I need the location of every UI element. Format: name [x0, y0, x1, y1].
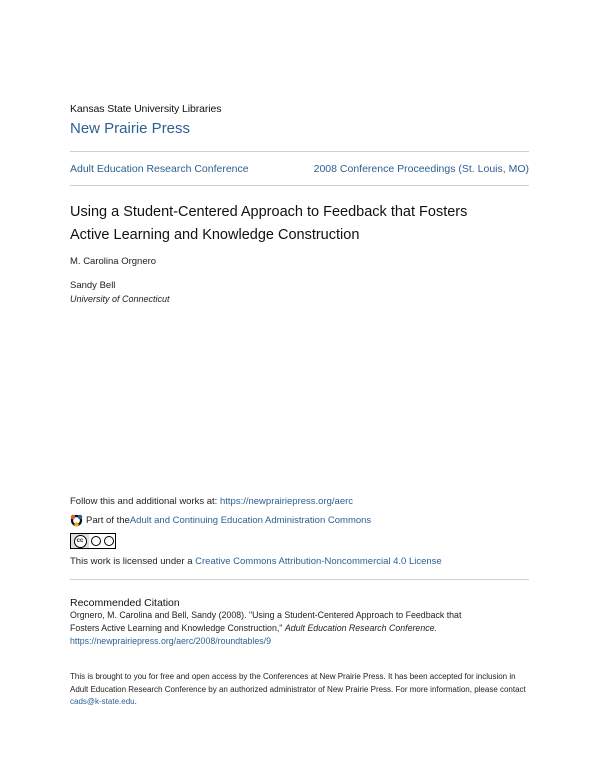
citation-line1: Orgnero, M. Carolina and Bell, Sandy (2008). "Using a Student-Centered Approach to Feedback that	[70, 610, 462, 620]
divider-citation	[70, 579, 529, 580]
paper-title	[70, 201, 530, 247]
divider-bottom	[70, 185, 529, 186]
citation-line2	[70, 622, 532, 635]
part-prefix: Part of the	[86, 515, 130, 526]
author-affiliation: University of Connecticut	[70, 294, 170, 304]
citation-text	[70, 609, 532, 647]
divider-top	[70, 151, 529, 152]
noncommercial-icon	[104, 536, 114, 546]
contact-email[interactable]: cads@k-state.edu	[70, 697, 135, 706]
institution-name: Kansas State University Libraries	[70, 103, 222, 115]
follow-link[interactable]: https://newprairiepress.org/aerc	[219, 496, 354, 507]
cc-icon: cc	[74, 535, 87, 548]
citation-venue: Adult Education Research Conference.	[284, 622, 437, 633]
citation-title-end: Fosters Active Learning and Knowledge Construction,"	[70, 622, 285, 633]
network-icon	[70, 514, 83, 527]
attribution-icon	[91, 536, 101, 546]
access-notice-text: This is brought to you for free and open access by the Conferences at New Prairie Press. It has been accepted for inclusion in Adult Education Research Conference by an authorized administrator of New Prairie Press. For more information, please contact	[70, 672, 526, 694]
press-name[interactable]: New Prairie Press	[70, 120, 191, 137]
citation-heading: Recommended Citation	[70, 597, 180, 609]
author-orgnero: M. Carolina Orgnero	[70, 256, 157, 267]
paper-title-line1: Using a Student-Centered Approach to Feedback that Fosters	[70, 204, 468, 220]
author-bell: Sandy Bell	[70, 280, 116, 291]
license-line	[70, 556, 442, 567]
creative-commons-badge[interactable]	[70, 533, 116, 549]
license-prefix: This work is licensed under a	[70, 556, 196, 567]
citation-url[interactable]: https://newprairiepress.org/aerc/2008/roundtables/9	[70, 635, 271, 646]
license-link[interactable]: Creative Commons Attribution-Noncommercial 4.0 License	[195, 556, 442, 567]
paper-title-line2: Active Learning and Knowledge Construction	[70, 227, 360, 243]
breadcrumb-conference[interactable]: Adult Education Research Conference	[70, 163, 249, 175]
follow-prefix: Follow this and additional works at:	[70, 496, 220, 507]
commons-link[interactable]: Adult and Continuing Education Administration Commons	[129, 515, 372, 526]
breadcrumb-proceedings[interactable]: 2008 Conference Proceedings (St. Louis, MO)	[313, 163, 529, 175]
follow-line	[70, 496, 353, 507]
part-of-line	[70, 514, 371, 527]
access-notice-end: .	[134, 697, 137, 706]
access-notice	[70, 671, 532, 709]
